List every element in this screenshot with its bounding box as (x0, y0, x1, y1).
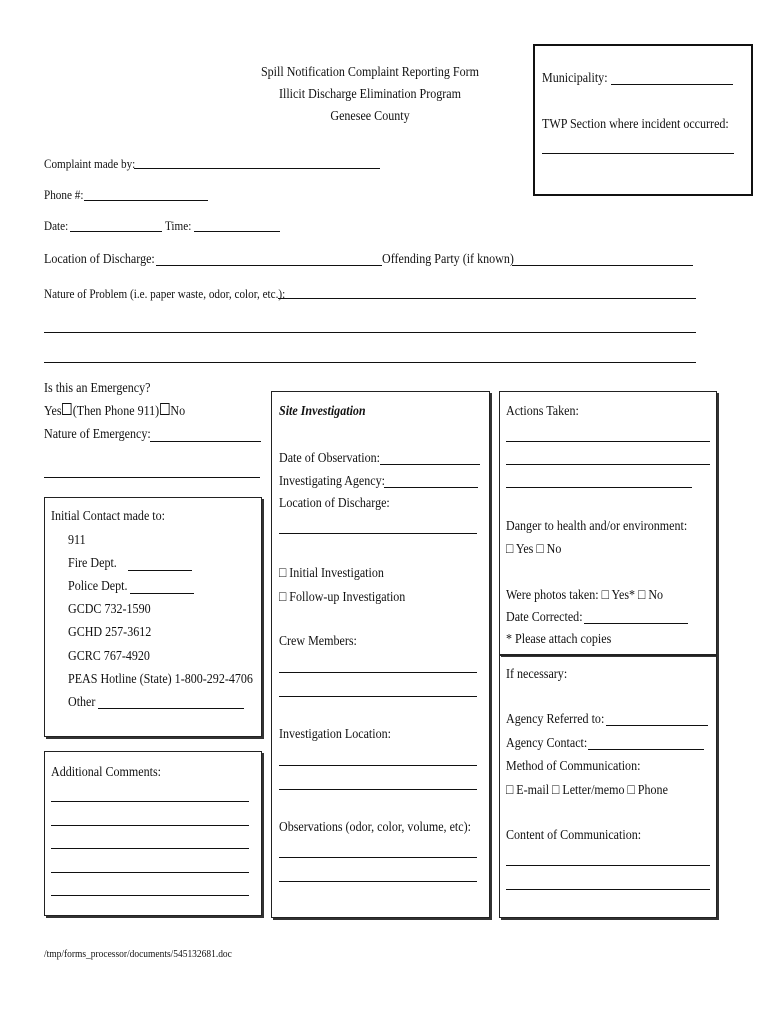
location-discharge-field[interactable] (156, 265, 382, 266)
date-label: Date: (44, 218, 69, 233)
contact-police-dept: Police Dept. (68, 579, 128, 594)
header-county: Genesee County (330, 109, 410, 124)
investigation-location-line-1[interactable] (279, 765, 477, 766)
contact-gcrc: GCRC 767-4920 (68, 649, 150, 664)
nature-problem-field[interactable] (278, 298, 696, 299)
site-location-label: Location of Discharge: (279, 496, 390, 511)
municipality-label: Municipality: (542, 71, 608, 86)
communication-methods[interactable]: □ E-mail □ Letter/memo □ Phone (506, 783, 668, 798)
investigating-agency-label: Investigating Agency: (279, 474, 386, 489)
attach-copies-note: * Please attach copies (506, 632, 612, 647)
date-corrected-label: Date Corrected: (506, 610, 583, 625)
municipality-field[interactable] (611, 84, 733, 85)
emergency-no-label: No (170, 404, 186, 419)
observations-line-1[interactable] (279, 857, 477, 858)
footer-path: /tmp/forms_processor/documents/545132681.doc (44, 948, 232, 960)
comments-line-1[interactable] (51, 801, 249, 802)
time-label: Time: (165, 218, 192, 233)
complaint-by-field[interactable] (134, 168, 380, 169)
twp-section-field[interactable] (542, 153, 734, 154)
crew-members-line-1[interactable] (279, 672, 477, 673)
content-line-2[interactable] (506, 889, 710, 890)
actions-line-2[interactable] (506, 464, 710, 465)
comments-line-4[interactable] (51, 872, 249, 873)
contact-other-field[interactable] (98, 708, 244, 709)
nature-problem-line-3[interactable] (44, 362, 696, 363)
agency-contact-field[interactable] (588, 749, 704, 750)
twp-section-label: TWP Section where incident occurred: (542, 117, 729, 132)
content-communication-label: Content of Communication: (506, 828, 642, 843)
emergency-question: Is this an Emergency? (44, 381, 151, 396)
observations-label: Observations (odor, color, volume, etc): (279, 820, 471, 835)
comments-line-5[interactable] (51, 895, 249, 896)
investigation-location-label: Investigation Location: (279, 727, 392, 742)
comments-line-3[interactable] (51, 848, 249, 849)
contact-peas-hotline: PEAS Hotline (State) 1-800-292-4706 (68, 672, 253, 687)
emergency-no-checkbox[interactable] (160, 403, 169, 415)
observations-line-2[interactable] (279, 881, 477, 882)
header-title: Spill Notification Complaint Reporting Form (260, 65, 480, 80)
emergency-yes-checkbox[interactable] (62, 403, 71, 415)
site-location-field[interactable] (279, 533, 477, 534)
contact-911: 911 (68, 533, 86, 548)
contact-gchd: GCHD 257-3612 (68, 625, 152, 640)
date-corrected-field[interactable] (584, 623, 688, 624)
site-investigation-box (271, 391, 490, 918)
communication-method-label: Method of Communication: (506, 759, 641, 774)
initial-investigation-option[interactable]: □ Initial Investigation (279, 566, 384, 581)
investigation-location-line-2[interactable] (279, 789, 477, 790)
agency-referred-field[interactable] (606, 725, 708, 726)
agency-referred-label: Agency Referred to: (506, 712, 605, 727)
contact-other: Other (68, 695, 96, 710)
contact-gcdc: GCDC 732-1590 (68, 602, 151, 617)
offending-party-label: Offending Party (if known) (382, 252, 514, 267)
header-program: Illicit Discharge Elimination Program (278, 87, 461, 102)
actions-taken-title: Actions Taken: (506, 404, 579, 419)
emergency-yes-no-row (44, 403, 185, 421)
nature-problem-line-2[interactable] (44, 332, 696, 333)
phone-label: Phone #: (44, 187, 84, 202)
location-discharge-label: Location of Discharge: (44, 252, 155, 267)
danger-yes-no[interactable]: □ Yes □ No (506, 542, 562, 557)
danger-label: Danger to health and/or environment: (506, 519, 688, 534)
actions-line-1[interactable] (506, 441, 710, 442)
investigating-agency-field[interactable] (384, 487, 478, 488)
offending-party-field[interactable] (512, 265, 693, 266)
followup-investigation-option[interactable]: □ Follow-up Investigation (279, 590, 406, 605)
comments-line-2[interactable] (51, 825, 249, 826)
actions-line-3[interactable] (506, 487, 692, 488)
fire-dept-field[interactable] (128, 570, 192, 571)
nature-emergency-label: Nature of Emergency: (44, 427, 151, 442)
content-line-1[interactable] (506, 865, 710, 866)
date-field[interactable] (70, 231, 162, 232)
date-observation-label: Date of Observation: (279, 451, 380, 466)
phone-field[interactable] (84, 200, 208, 201)
time-field[interactable] (194, 231, 280, 232)
photos-taken[interactable]: Were photos taken: □ Yes* □ No (506, 588, 664, 603)
contact-fire-dept: Fire Dept. (68, 556, 117, 571)
crew-members-label: Crew Members: (279, 634, 357, 649)
additional-comments-title: Additional Comments: (51, 765, 162, 780)
police-dept-field[interactable] (130, 593, 194, 594)
if-necessary-title: If necessary: (506, 667, 568, 682)
nature-problem-label: Nature of Problem (i.e. paper waste, odor, color, etc.): (44, 286, 286, 301)
site-investigation-title: Site Investigation (279, 404, 366, 419)
form-header (200, 64, 540, 126)
date-observation-field[interactable] (380, 464, 480, 465)
emergency-yes-label: Yes (44, 404, 62, 419)
agency-contact-label: Agency Contact: (506, 736, 588, 751)
complaint-by-label: Complaint made by: (44, 156, 136, 171)
crew-members-line-2[interactable] (279, 696, 477, 697)
emergency-then-phone: (Then Phone 911) (72, 404, 160, 419)
initial-contact-title: Initial Contact made to: (51, 509, 166, 524)
nature-emergency-line-2[interactable] (44, 477, 260, 478)
nature-emergency-field[interactable] (150, 441, 261, 442)
